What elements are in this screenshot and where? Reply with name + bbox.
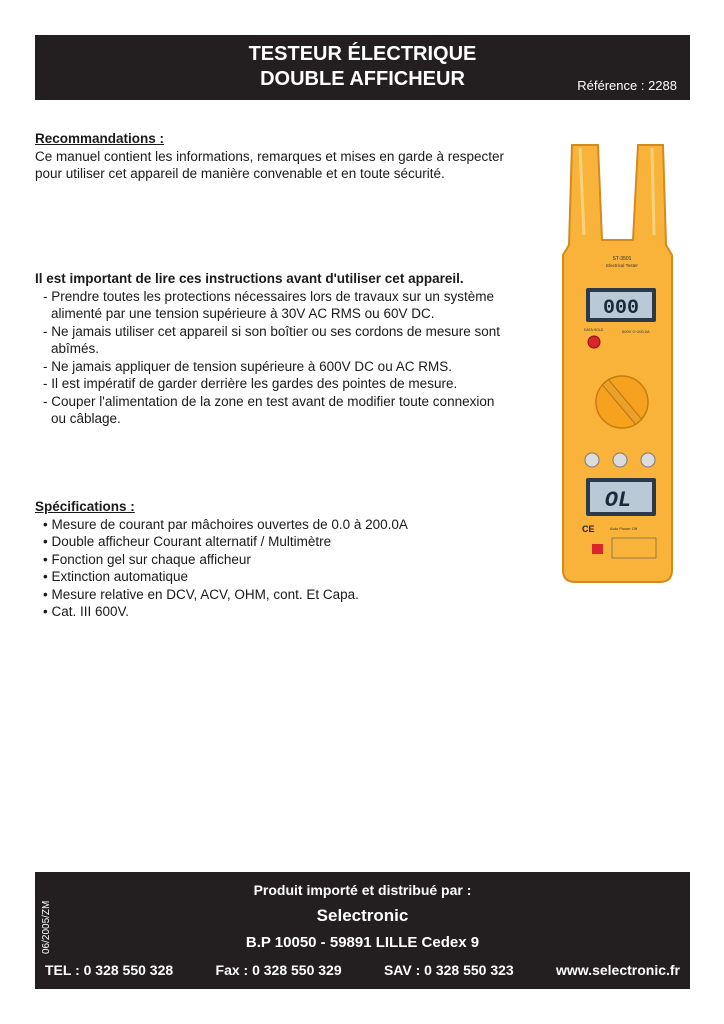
terminal-jack	[641, 453, 655, 467]
terminal-jack	[613, 453, 627, 467]
page-title: TESTEUR ÉLECTRIQUE DOUBLE AFFICHEUR	[248, 43, 477, 90]
warning-item: - Couper l'alimentation de la zone en test avant de modifier toute connexion ou câblage.	[43, 393, 495, 426]
footer-banner	[35, 872, 690, 989]
company-address: B.P 10050 - 59891 LILLE Cedex 9	[245, 934, 480, 951]
specifications-section	[35, 498, 555, 621]
spec-item: • Mesure relative en DCV, ACV, OHM, cont. Et Capa.	[43, 586, 359, 602]
spec-item: • Cat. III 600V.	[43, 604, 130, 619]
specifications-heading: Spécifications :	[35, 499, 135, 514]
recommendations-text: pour utiliser cet appareil de manière convenable et en toute sécurité.	[35, 166, 445, 181]
telephone: TEL : 0 328 550 328	[45, 962, 174, 978]
website-link[interactable]: www.selectronic.fr	[556, 962, 680, 978]
device-model: ST-3501	[612, 256, 632, 262]
data-hold-button	[588, 336, 600, 348]
reference-number: Référence : 2288	[577, 78, 677, 93]
terminal-jack	[585, 453, 599, 467]
warnings-section	[35, 270, 555, 428]
distributor-label: Produit importé et distribué par :	[253, 882, 472, 898]
warning-symbol	[592, 544, 603, 554]
spec-item: • Fonction gel sur chaque afficheur	[43, 551, 251, 567]
fax: Fax : 0 328 550 329	[215, 962, 342, 978]
title-banner	[35, 35, 690, 100]
top-display-value: 000	[602, 297, 640, 320]
recommendations-section	[35, 130, 555, 183]
warning-item: - Prendre toutes les protections nécessaires lors de travaux sur un système alimenté par une tension supérieure à 30V AC RMS ou 60V DC.	[43, 288, 494, 321]
device-name: Electrical Tester	[606, 263, 638, 268]
auto-power-off-label: Auto Power Off	[610, 526, 638, 531]
spec-item: • Double afficheur Courant alternatif / Multimètre	[43, 534, 332, 549]
bottom-display-value: OL	[604, 488, 632, 513]
company-name: Selectronic	[316, 906, 409, 925]
recommendations-heading: Recommandations :	[35, 131, 165, 146]
spec-item: • Extinction automatique	[43, 569, 189, 584]
electrical-tester-image	[560, 140, 675, 585]
warnings-heading: Il est important de lire ces instructions avant d'utiliser cet appareil.	[35, 271, 464, 286]
spec-item: • Mesure de courant par mâchoires ouvertes de 0.0 à 200.0A	[43, 516, 408, 532]
recommendations-text: Ce manuel contient les informations, remarques et mises en garde à respecter	[35, 148, 504, 164]
sav-phone: SAV : 0 328 550 323	[383, 962, 514, 978]
ce-mark: CE	[582, 524, 595, 534]
warning-item: - Ne jamais utiliser cet appareil si son boîtier ou ses cordons de mesure sont abîmés.	[43, 323, 500, 356]
date-code: 06/2005/ZM	[41, 900, 52, 954]
contact-line	[45, 962, 680, 978]
data-hold-label: DATA HOLD	[584, 328, 604, 332]
rating-label: 600V 0~200.0A	[622, 329, 650, 334]
warning-item: - Ne jamais appliquer de tension supérieure à 600V DC ou AC RMS.	[43, 358, 452, 374]
warning-item: - Il est impératif de garder derrière les gardes des pointes de mesure.	[43, 376, 458, 391]
